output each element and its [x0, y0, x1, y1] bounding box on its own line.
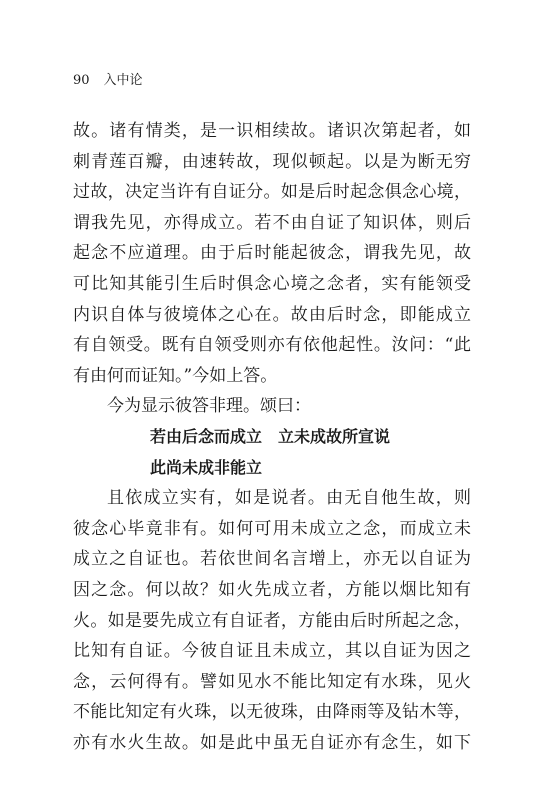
- page-number: 90: [73, 73, 90, 88]
- text-line: 内识自体与彼境体之心在。故由后时念，即能成立: [73, 304, 471, 325]
- text-line: 有自领受。既有自领受则亦有依他起性。汝问：“此: [73, 335, 471, 356]
- text-line: 有由何而证知。”今如上答。: [73, 365, 278, 386]
- text-line: 念，云何得有。譬如见水不能比知定有水珠，见火: [73, 671, 471, 692]
- verse-line: 此尚未成非能立: [150, 457, 263, 477]
- text-line: 过故，决定当许有自证分。如是后时起念俱念心境，: [73, 182, 471, 203]
- text-line: 火。如是要先成立有自证者，方能由后时所起之念，: [73, 610, 471, 631]
- verse-intro-line: 今为显示彼答非理。颂曰：: [107, 396, 311, 417]
- text-line: 故。诸有情类，是一识相续故。诸识次第起者，如: [73, 121, 471, 141]
- text-line: 刺青莲百瓣，由速转故，现似顿起。以是为断无穷: [73, 151, 471, 172]
- text-line: 不能比知定有火珠，以无彼珠，由降雨等及钻木等，: [73, 702, 471, 723]
- text-line: 且依成立实有，如是说者。由无自他生故，则: [107, 488, 471, 509]
- text-line: 成立之自证也。若依世间名言增上，亦无以自证为: [73, 549, 471, 570]
- book-title: 入中论: [103, 73, 143, 88]
- text-line: 可比知其能引生后时俱念心境之念者，实有能领受: [73, 273, 471, 294]
- body-text: [73, 116, 471, 758]
- text-line: 谓我先见，亦得成立。若不由自证了知识体，则后: [73, 212, 471, 233]
- text-line: 亦有水火生故。如是此中虽无自证亦有念生，如下: [73, 732, 471, 753]
- running-head: [73, 72, 143, 90]
- verse-line: 若由后念而成立 立未成故所宣说: [150, 426, 391, 446]
- text-line: 起念不应道理。由于后时能起彼念，谓我先见，故: [73, 243, 471, 264]
- text-line: 比知有自证。今彼自证且未成立，其以自证为因之: [73, 641, 471, 662]
- text-line: 彼念心毕竟非有。如何可用未成立之念，而成立未: [73, 518, 471, 539]
- text-line: 因之念。何以故？如火先成立者，方能以烟比知有: [73, 579, 471, 600]
